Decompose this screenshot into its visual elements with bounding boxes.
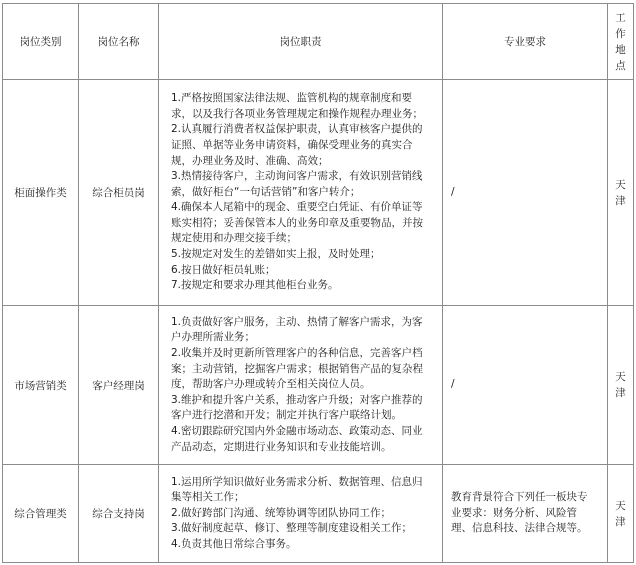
- cell-requirements: [443, 306, 608, 465]
- header-location: [608, 4, 634, 80]
- location-text: 天津: [615, 499, 626, 528]
- requirement-line: /: [451, 378, 455, 391]
- positions-table: [2, 3, 634, 563]
- duty-line: 1.严格按照国家法律法规、监管机构的规章制度和要: [171, 92, 413, 105]
- header-name: 岗位名称: [79, 4, 159, 80]
- location-text: 天津: [615, 371, 626, 399]
- header-category: 岗位类别: [3, 4, 79, 80]
- duty-line: 2.做好跨部门沟通、统筹协调等团队协同工作；: [171, 506, 392, 519]
- duty-line: 案；主动营销，挖掘客户需求；根据销售产品的复杂程: [171, 362, 423, 375]
- table-row: [3, 306, 634, 465]
- requirement-line: /: [451, 185, 455, 198]
- table-row: [3, 465, 634, 563]
- duty-line: 1.运用所学知识做好业务需求分析、数据管理、信息归: [171, 475, 423, 488]
- duty-line: 客户进行挖潜和开发；制定并执行客户联络计划。: [171, 409, 402, 422]
- duty-line: 求，以及我行各项业务管理规定和操作规程办理业务；: [171, 107, 423, 120]
- duty-line: 1.负责做好客户服务，主动、热情了解客户需求，为客: [171, 315, 423, 328]
- cell-category: 综合管理类: [3, 465, 79, 563]
- requirement-line: 教育背景符合下列任一板块专: [451, 491, 588, 504]
- duty-line: 户办理所需业务；: [171, 331, 255, 344]
- duty-line: 3.维护和提升客户关系，推动客户升级；对客户推荐的: [171, 393, 423, 406]
- cell-location: [608, 465, 634, 563]
- requirement-line: 业要求：财务分析、风险管: [451, 506, 577, 519]
- duty-line: 4.确保本人尾箱中的现金、重要空白凭证、有价单证等: [171, 201, 423, 214]
- cell-category: 市场营销类: [3, 306, 79, 465]
- location-text: 天津: [615, 178, 626, 207]
- duty-line: 3.热情接待客户，主动询问客户需求，有效识别营销线: [171, 170, 423, 183]
- duty-line: 规定使用和办理交接手续；: [171, 232, 297, 245]
- cell-duties: [159, 465, 443, 563]
- header-location-text: 工作地点: [615, 11, 626, 72]
- duty-line: 6.按日做好柜员轧账；: [171, 263, 276, 276]
- duty-line: 规，办理业务及时、准确、高效；: [171, 154, 329, 167]
- cell-position-name: 客户经理岗: [79, 306, 159, 465]
- cell-duties: [159, 306, 443, 465]
- duty-line: 2.收集并及时更新所管理客户的各种信息，完善客户档: [171, 347, 423, 360]
- duty-line: 7.按规定和要求办理其他柜台业务。: [171, 279, 339, 292]
- duty-line: 5.按规定对发生的差错如实上报，及时处理；: [171, 248, 381, 261]
- duty-line: 3.做好制度起草、修订、整理等制度建设相关工作；: [171, 522, 413, 535]
- duty-line: 4.负责其他日常综合事务。: [171, 537, 297, 550]
- duty-line: 集等相关工作；: [171, 491, 245, 504]
- cell-location: [608, 80, 634, 306]
- cell-requirements: [443, 465, 608, 563]
- duty-line: 产品动态，定期进行业务知识和专业技能培训。: [171, 440, 392, 453]
- header-row: [3, 4, 634, 80]
- duty-line: 证照、单据等业务申请资料，确保受理业务的真实合: [171, 138, 413, 151]
- duty-line: 账实相符；妥善保管本人的业务印章及重要物品，并按: [171, 216, 423, 229]
- header-requirements: 专业要求: [443, 4, 608, 80]
- table-row: [3, 80, 634, 306]
- cell-duties: [159, 80, 443, 306]
- duty-line: 度，帮助客户办理或转介至相关岗位人员。: [171, 378, 371, 391]
- duty-line: 2.认真履行消费者权益保护职责，认真审核客户提供的: [171, 123, 423, 136]
- cell-category: 柜面操作类: [3, 80, 79, 306]
- duty-line: 索，做好柜台“一句话营销”和客户转介；: [171, 185, 361, 198]
- cell-position-name: 综合支持岗: [79, 465, 159, 563]
- cell-location: [608, 306, 634, 465]
- duty-line: 4.密切跟踪研究国内外金融市场动态、政策动态、同业: [171, 424, 423, 437]
- cell-requirements: [443, 80, 608, 306]
- cell-position-name: 综合柜员岗: [79, 80, 159, 306]
- requirement-line: 理、信息科技、法律合规等。: [451, 522, 588, 535]
- header-duties: 岗位职责: [159, 4, 443, 80]
